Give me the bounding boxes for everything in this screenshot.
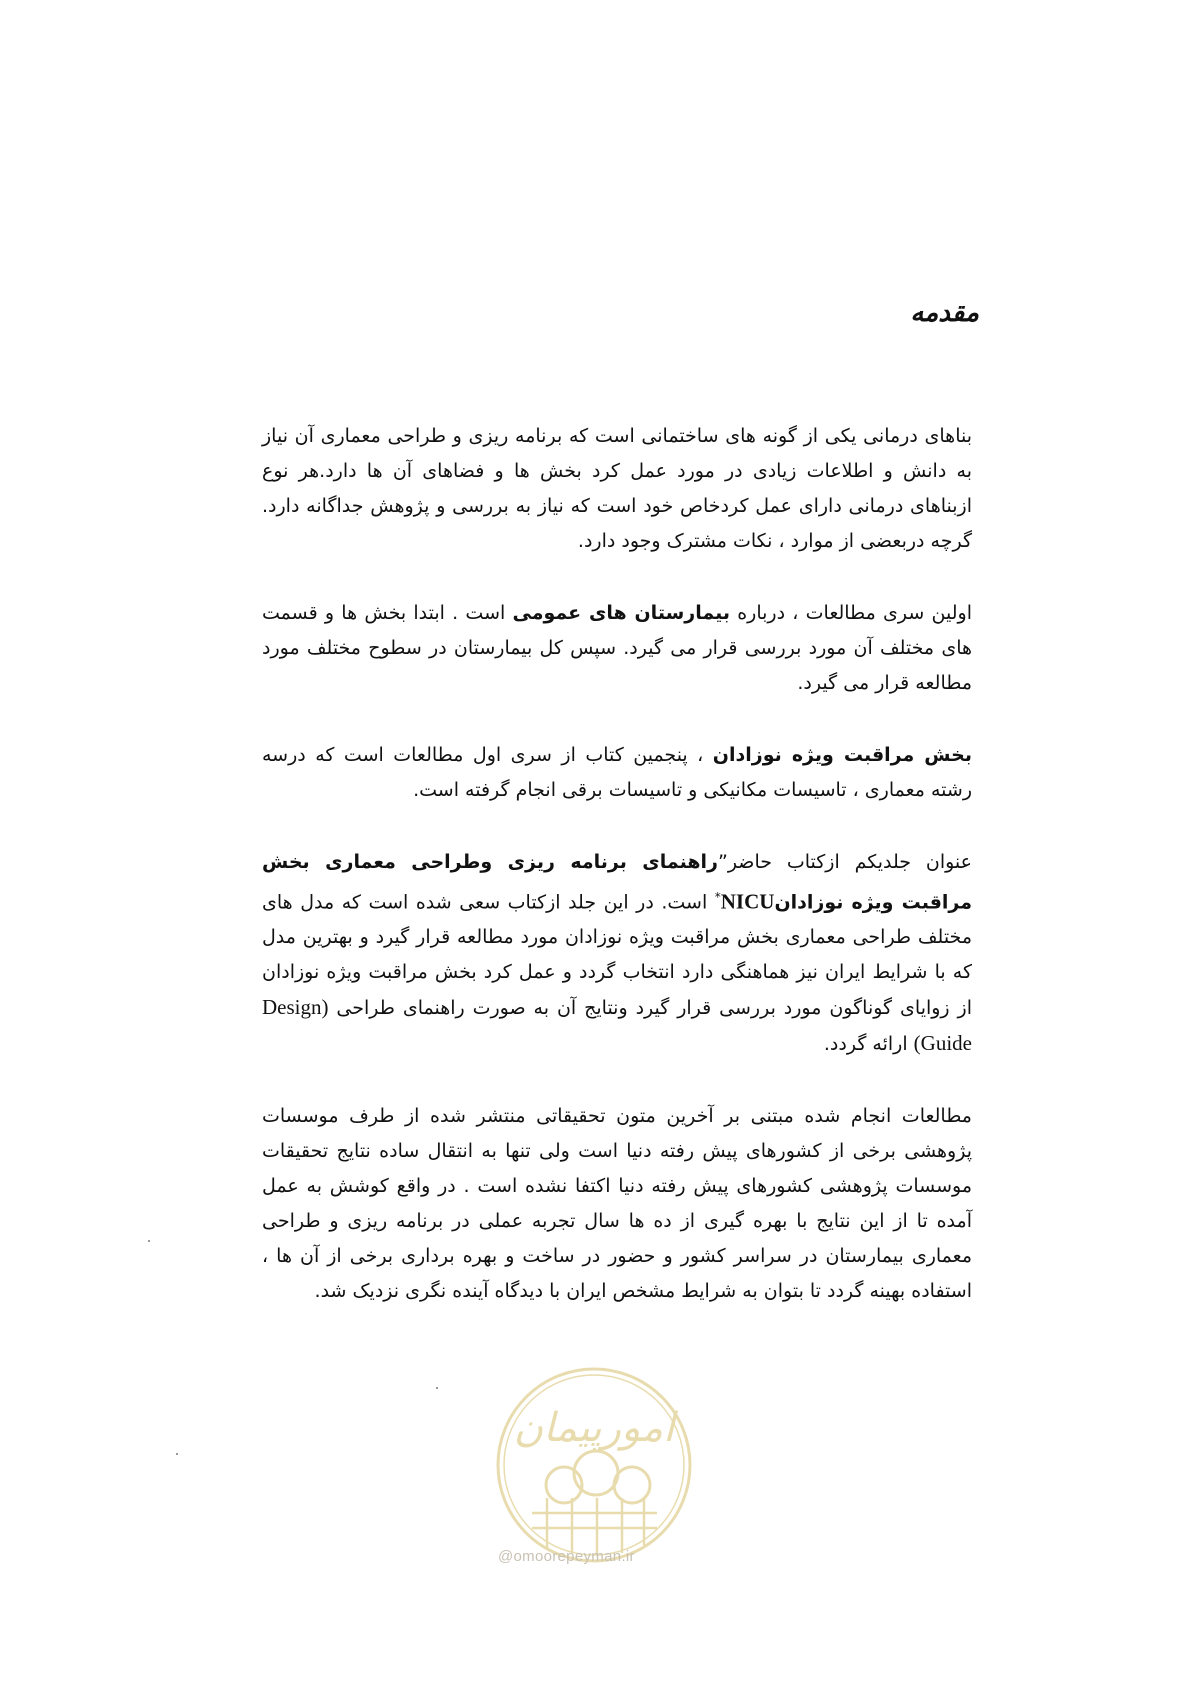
paragraph-4-text-c: ارائه گردد.	[823, 1033, 914, 1056]
paragraph-4-bold: راهنمای برنامه ریزی وطراحی معماری بخش مراقبت ویژه نوزادان	[262, 851, 973, 914]
paragraph-2-bold: بیمارستان های عمومی	[512, 602, 730, 624]
body-text	[262, 419, 972, 1346]
paragraph-4-text-b: است. در این جلد ازکتاب سعی شده است که مدل های مختلف طراحی معماری بخش مراقبت ویژه نوزادان مورد مطالعه قرار گیرد و بهترین مدل که با شرایط ایران نیز هماهنگی دارد انتخاب گردد و عمل کرد بخش مراقبت ویژه نوزادان از زوایای گوناگون مورد بررسی قرار گیرد ونتایج آن به صورت راهنمای طراحی	[262, 891, 972, 1020]
paragraph-2-text-a: اولین سری مطالعات ، درباره	[729, 602, 972, 624]
page-title: مقدمه	[910, 298, 979, 328]
paragraph-3-bold: بخش مراقبت ویژه نوزادان	[712, 744, 972, 766]
paragraph-5: مطالعات انجام شده مبتنی بر آخرین متون تحقیقاتی منتشر شده از طرف موسسات پژوهشی برخی از کشورهای پیش رفته دنیا است ولی تنها به انتقال ساده نتایج تحقیقات موسسات پژوهشی کشورهای پیش رفته دنیا اکتفا نشده است . در واقع کوشش به عمل آمده تا از این نتایج با بهره گیری از ده ها سال تجربه عملی در برنامه ریزی و طراحی معماری بیمارستان در سراسر کشور و حضور در ساخت و بهره برداری برخی از آن ها ، استفاده بهینه گردد تا بتوان به شرایط مشخص ایران با دیدگاه آینده نگری نزدیک شد.	[262, 1105, 972, 1303]
paragraph-4-text-a: عنوان جلدیکم ازکتاب حاضر	[727, 851, 973, 873]
scan-speck	[176, 1453, 178, 1455]
paragraph-4	[262, 845, 972, 1062]
paragraph-2	[262, 596, 972, 701]
paragraph-4-quote: ”	[717, 851, 728, 873]
watermark-seal-icon	[492, 1363, 696, 1567]
watermark-seal-text: امورپیمان	[513, 1405, 675, 1451]
paragraph-4-footnote-mark: *	[714, 890, 721, 904]
paragraph-2-text-b: است . ابتدا بخش ها و قسمت های مختلف آن مورد بررسی قرار می گیرد. سپس کل بیمارستان در سطوح مختلف مورد مطالعه قرار می گیرد.	[262, 602, 972, 694]
watermark-website: @omoorepeyman.ir	[498, 1548, 635, 1565]
scan-speck	[148, 1240, 150, 1242]
paragraph-3-text: ، پنجمین کتاب از سری اول مطالعات است که درسه رشته معماری ، تاسیسات مکانیکی و تاسیسات برقی انجام گرفته است.	[262, 744, 972, 801]
paragraph-4-nicu: NICU	[720, 889, 775, 914]
paragraph-1: بناهای درمانی یکی از گونه های ساختمانی است که برنامه ریزی و طراحی معماری آن نیاز به دانش و اطلاعات زیادی در مورد عمل کرد بخش ها و فضاهای آن ها دارد.هر نوع ازبناهای درمانی دارای عمل کردخاص خود است که نیاز به بررسی و پژوهش جداگانه دارد. گرچه دربعضی از موارد ، نکات مشترک وجود دارد.	[262, 425, 972, 552]
paragraph-3	[262, 738, 972, 808]
paragraph-4-design-guide: (Design Guide)	[262, 995, 972, 1056]
scan-speck	[436, 1387, 438, 1389]
